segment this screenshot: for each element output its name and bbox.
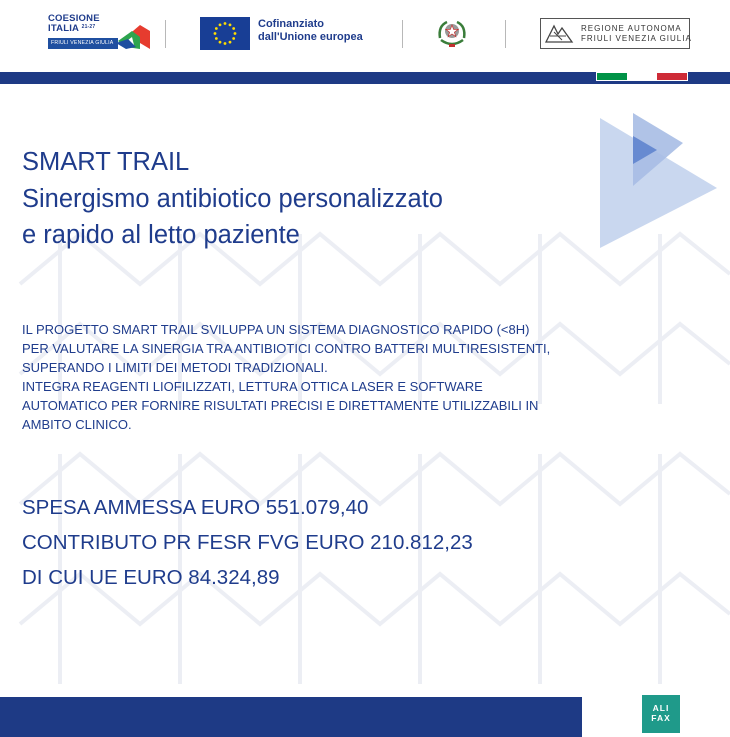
description-line: AUTOMATICO PER FORNIRE RISULTATI PRECISI E DIRETTAMENTE UTILIZZABILI IN xyxy=(22,398,539,413)
eu-star xyxy=(232,27,235,30)
bottom-band xyxy=(0,697,582,737)
flag-green-stripe xyxy=(597,73,627,80)
flag-red-stripe xyxy=(657,73,687,80)
eu-line1: Cofinanziato xyxy=(258,18,324,30)
coesione-arrow-icon xyxy=(116,21,150,51)
eu-flag-icon xyxy=(200,17,250,50)
header xyxy=(0,0,730,70)
eu-star xyxy=(232,37,235,40)
title-line: e rapido al letto paziente xyxy=(22,221,300,249)
header-divider xyxy=(505,20,506,48)
eu-star xyxy=(219,23,222,26)
italian-emblem-icon xyxy=(435,16,469,50)
eu-star xyxy=(215,37,218,40)
region-line2: FRIULI VENEZIA GIULIA xyxy=(581,34,692,43)
eu-star xyxy=(215,27,218,30)
description-line: INTEGRA REAGENTI LIOFILIZZATI, LETTURA OTTICA LASER E SOFTWARE xyxy=(22,379,483,394)
coesione-wordmark xyxy=(48,14,100,33)
alifax-logo xyxy=(642,695,680,733)
region-name xyxy=(581,24,692,44)
coesione-years: 21-27 xyxy=(81,24,96,30)
eu-star xyxy=(219,41,222,44)
page-title xyxy=(22,144,443,254)
region-line1: REGIONE AUTONOMA xyxy=(581,24,682,33)
funding-info xyxy=(22,490,473,595)
eu-star xyxy=(224,42,227,45)
alifax-line1: ALI xyxy=(652,703,670,713)
fvg-region-logo xyxy=(540,18,690,49)
title-line: Sinergismo antibiotico personalizzato xyxy=(22,184,443,213)
fvg-region-logo-icon xyxy=(544,22,574,45)
alifax-line2: FAX xyxy=(651,713,671,723)
triangle-decoration-icon xyxy=(595,108,720,253)
italian-flag xyxy=(596,72,688,81)
header-divider xyxy=(402,20,403,48)
header-divider xyxy=(165,20,166,48)
funding-line: CONTRIBUTO PR FESR FVG EURO 210.812,23 xyxy=(22,531,473,554)
eu-star xyxy=(229,41,232,44)
eu-star xyxy=(224,22,227,25)
eu-line2: dall'Unione europea xyxy=(258,31,363,43)
eu-star xyxy=(229,23,232,26)
eu-star xyxy=(214,32,217,35)
funding-line: SPESA AMMESSA EURO 551.079,40 xyxy=(22,496,369,519)
description-line: IL PROGETTO SMART TRAIL SVILUPPA UN SISTEMA DIAGNOSTICO RAPIDO (<8H) xyxy=(22,322,530,337)
title-line: SMART TRAIL xyxy=(22,148,190,176)
coesione-region-bar: FRIULI VENEZIA GIULIA xyxy=(48,38,118,49)
eu-star xyxy=(234,32,237,35)
eu-cofinanced-label xyxy=(258,18,363,44)
flag-white-stripe xyxy=(627,73,657,80)
coesione-line1: COESIONE xyxy=(48,13,100,24)
funding-line: DI CUI UE EURO 84.324,89 xyxy=(22,566,280,589)
description-line: SUPERANDO I LIMITI DEI METODI TRADIZIONALI. xyxy=(22,360,328,375)
description-line: AMBITO CLINICO. xyxy=(22,417,132,432)
coesione-line2: ITALIA xyxy=(48,23,79,34)
project-description xyxy=(22,320,550,434)
coesione-italia-logo xyxy=(48,14,152,52)
description-line: PER VALUTARE LA SINERGIA TRA ANTIBIOTICI CONTRO BATTERI MULTIRESISTENTI, xyxy=(22,341,551,356)
